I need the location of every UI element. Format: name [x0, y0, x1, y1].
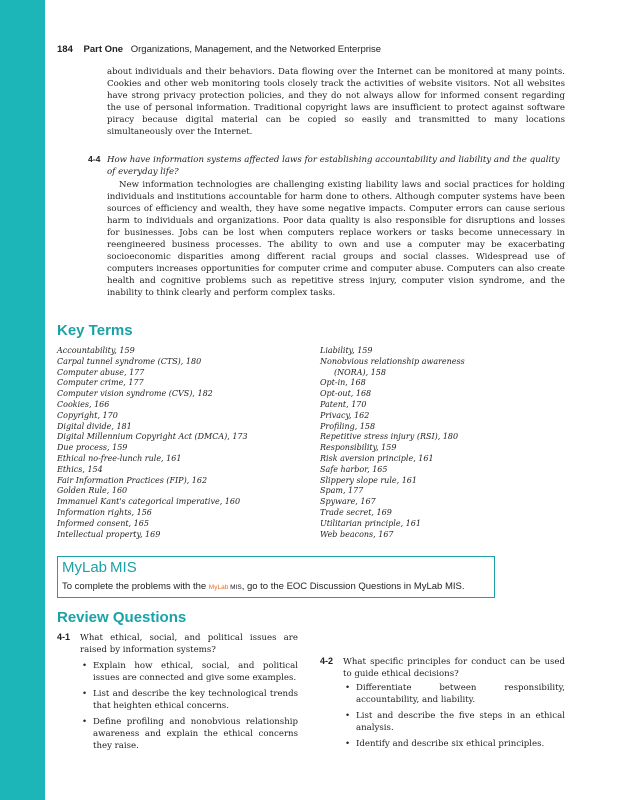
key-term: Computer abuse, 177 — [57, 367, 145, 377]
key-term: Computer vision syndrome (CVS), 182 — [57, 389, 213, 399]
question-4-4-answer: New information technologies are challenging existing liability laws and social practices for holding individuals and institutions accountable for harm done to others. Although computer systems have been sources of efficiency and wealth, they have some negative impacts. Computer errors can cause serious harm to individuals and organizations. Poor data quality is also responsible for disruptions and losses for businesses. Jobs can be lost when computers replace workers or tasks become unnecessary in reengineered business processes. The ability to own and use a computer may be exacerbating socioeconomic disparities among different racial groups and social classes. Widespread use of computers increases opportunities for computer crime and computer abuse. Computers can also create health and cognitive problems such as repetitive stress injury, computer vision syndrome, and the inability to think clearly and perform complex tasks. — [107, 180, 565, 298]
list-item: • Differentiate between responsibility, accountability, and liability. — [343, 682, 565, 706]
key-term: Nonobvious relationship awareness — [320, 356, 465, 366]
key-terms-left-column — [57, 346, 302, 540]
key-term: Liability, 159 — [320, 346, 373, 355]
list-item: • Define profiling and nonobvious relationship awareness and explain the ethical concerns they raise. — [80, 716, 298, 752]
list-item: • List and describe the key technological trends that heighten ethical concerns. — [80, 688, 298, 712]
mylab-callout-box — [57, 556, 495, 598]
key-term: Ethics, 154 — [57, 464, 103, 474]
key-term: Patent, 170 — [320, 399, 367, 409]
mylab-small-logo — [209, 584, 242, 591]
key-term: Due process, 159 — [57, 443, 128, 453]
question-4-4-text: How have information systems affected laws for establishing accountability and liability and the quality of everyday life? — [107, 155, 560, 177]
review-question-4-2-text: What specific principles for conduct can be used to guide ethical decisions? — [343, 657, 565, 679]
key-term: Intellectual property, 169 — [57, 529, 161, 539]
key-term: Utilitarian principle, 161 — [320, 518, 421, 528]
key-term: Web beacons, 167 — [320, 529, 394, 539]
part-label: Part One — [83, 44, 124, 55]
mylab-title-mis: MIS — [110, 559, 137, 576]
key-term: Information rights, 156 — [57, 507, 152, 517]
review-question-4-1-bullets — [80, 660, 298, 756]
key-term: Cookies, 166 — [57, 399, 110, 409]
key-term: Computer crime, 177 — [57, 378, 144, 388]
key-term: Profiling, 158 — [320, 421, 376, 431]
review-questions-heading: Review Questions — [57, 609, 187, 626]
list-item: • Explain how ethical, social, and political issues are connected and give some examples. — [80, 660, 298, 684]
key-term: Trade secret, 169 — [320, 507, 392, 517]
key-term: Responsibility, 159 — [320, 443, 397, 453]
key-term: Opt-in, 168 — [320, 378, 366, 388]
key-term: Copyright, 170 — [57, 410, 118, 420]
key-term: Repetitive stress injury (RSI), 180 — [320, 432, 459, 442]
key-term: Slippery slope rule, 161 — [320, 475, 417, 485]
list-item: • List and describe the five steps in an ethical analysis. — [343, 710, 565, 734]
key-terms-heading: Key Terms — [57, 322, 133, 339]
mylab-small-mylab: MyLab — [208, 584, 229, 591]
key-term: Risk aversion principle, 161 — [320, 453, 434, 463]
list-item: • Identify and describe six ethical principles. — [343, 738, 565, 750]
mylab-small-mis: MIS — [228, 584, 242, 591]
mylab-title — [62, 559, 137, 576]
key-term: Privacy, 162 — [320, 410, 370, 420]
key-term: Safe harbor, 165 — [320, 464, 388, 474]
side-color-bar — [0, 0, 45, 800]
key-term: Ethical no-free-lunch rule, 161 — [57, 453, 182, 463]
key-term: Fair Information Practices (FIP), 162 — [57, 475, 208, 485]
key-term: Spyware, 167 — [320, 497, 376, 507]
key-term: Digital Millennium Copyright Act (DMCA), 173 — [57, 432, 248, 442]
running-head-title: Organizations, Management, and the Networked Enterprise — [130, 44, 382, 55]
mylab-instruction — [62, 581, 465, 592]
mylab-title-mylab: MyLab — [62, 559, 108, 576]
mylab-text-after: , go to the EOC Discussion Questions in MyLab MIS. — [241, 581, 465, 592]
key-term: Digital divide, 181 — [57, 421, 132, 431]
mylab-text-before: To complete the problems with the — [62, 581, 209, 592]
key-term: Immanuel Kant's categorical imperative, 160 — [57, 497, 241, 507]
key-term-continuation: (NORA), 158 — [334, 367, 386, 377]
review-question-4-1-text: What ethical, social, and political issues are raised by information systems? — [80, 633, 298, 655]
key-term: Opt-out, 168 — [320, 389, 372, 399]
review-question-4-2-bullets — [343, 682, 565, 754]
key-term: Carpal tunnel syndrome (CTS), 180 — [57, 356, 202, 366]
review-question-number-4-2: 4-2 — [320, 656, 334, 666]
running-head — [57, 44, 381, 55]
key-term: Accountability, 159 — [57, 346, 135, 355]
review-question-number-4-1: 4-1 — [57, 632, 71, 642]
key-term: Golden Rule, 160 — [57, 486, 128, 496]
question-number-4-4: 4-4 — [88, 154, 101, 164]
key-term: Spam, 177 — [320, 486, 364, 496]
paragraph-privacy: about individuals and their behaviors. Data flowing over the Internet can be monitored at many points. Cookies and other web monitoring tools closely track the activities of website visitors. Not all websites have strong privacy protection policies, and they do not always allow for informed consent regarding the use of personal information. Traditional copyright laws are insufficient to protect against software piracy because digital material can be copied so easily and transmitted to many locations simultaneously over the Internet. — [107, 67, 565, 137]
key-term: Informed consent, 165 — [57, 518, 149, 528]
page-number: 184 — [57, 44, 73, 55]
key-terms-right-column — [320, 346, 565, 540]
